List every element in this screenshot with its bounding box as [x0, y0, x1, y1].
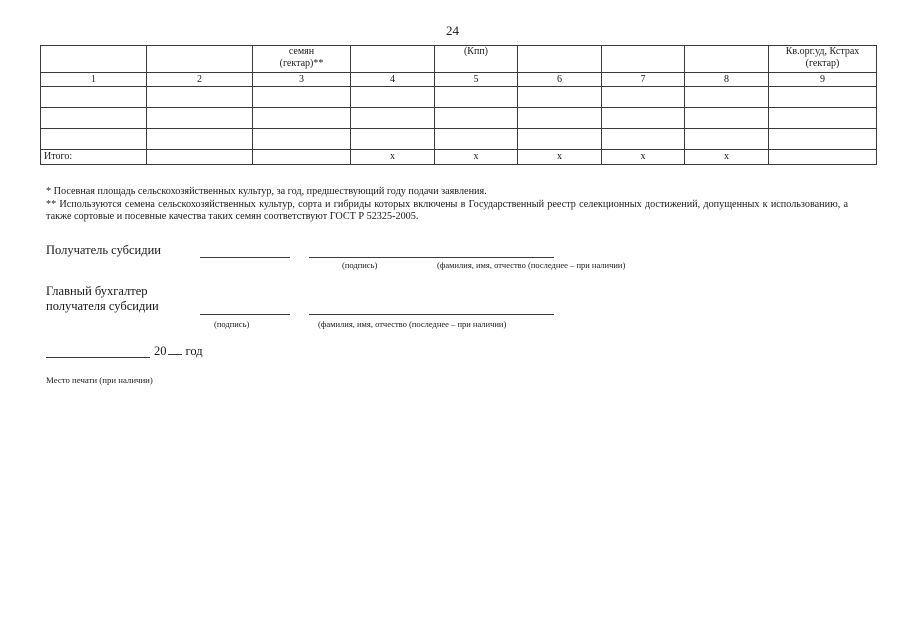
header-cell: семян (гектар)**: [253, 46, 351, 73]
total-cell: [253, 150, 351, 165]
table-cell: [253, 87, 351, 108]
table-cell: [351, 129, 435, 150]
table-cell: [435, 129, 518, 150]
recipient-label: Получатель субсидии: [46, 243, 161, 257]
accountant-name-caption: (фамилия, имя, отчество (последнее – при наличии): [318, 319, 507, 329]
table-cell: [41, 129, 147, 150]
table-cell: [41, 87, 147, 108]
table-cell: [685, 129, 769, 150]
column-number: 7: [602, 73, 685, 87]
table-cell: [685, 87, 769, 108]
table-row: [41, 108, 877, 129]
date-year: [154, 344, 203, 359]
table-cell: [147, 87, 253, 108]
total-cell: [769, 150, 877, 165]
column-number: 3: [253, 73, 351, 87]
recipient-name-line[interactable]: [309, 257, 554, 258]
accountant-signature-line[interactable]: [200, 314, 290, 315]
year-blank-line[interactable]: [168, 354, 182, 355]
page-number: 24: [446, 23, 459, 38]
table-cell: [351, 108, 435, 129]
column-number-row: [41, 73, 877, 87]
column-number: 8: [685, 73, 769, 87]
total-cell: x: [602, 150, 685, 165]
header-cell: [518, 46, 602, 73]
table-cell: [769, 129, 877, 150]
header-cell: [351, 46, 435, 73]
table-cell: [351, 87, 435, 108]
recipient-signature-line[interactable]: [200, 257, 290, 258]
table-cell: [602, 129, 685, 150]
header-cell: [147, 46, 253, 73]
column-number: 2: [147, 73, 253, 87]
table-cell: [253, 129, 351, 150]
table-cell: [518, 87, 602, 108]
accountant-label: Главный бухгалтер получателя субсидии: [46, 284, 159, 313]
column-number: 1: [41, 73, 147, 87]
total-cell: [147, 150, 253, 165]
table-cell: [435, 108, 518, 129]
table-cell: [253, 108, 351, 129]
table-row: [41, 87, 877, 108]
subsidy-table: [40, 45, 877, 165]
accountant-name-line[interactable]: [309, 314, 554, 315]
footnote-1: * Посевная площадь сельскохозяйственных культур, за год, предшествующий году подачи заявления.: [46, 186, 487, 197]
table-cell: [147, 129, 253, 150]
recipient-signature-caption: (подпись): [342, 260, 378, 270]
table-cell: [518, 108, 602, 129]
header-cell: [685, 46, 769, 73]
header-cell: [41, 46, 147, 73]
table-cell: [769, 87, 877, 108]
total-cell: x: [435, 150, 518, 165]
total-label: Итого:: [41, 150, 147, 165]
column-number: 4: [351, 73, 435, 87]
column-number: 6: [518, 73, 602, 87]
header-cell: (Кпп): [435, 46, 518, 73]
table-header-row: [41, 46, 877, 73]
recipient-name-caption: (фамилия, имя, отчество (последнее – при наличии): [437, 260, 626, 270]
year-prefix: 20: [154, 344, 167, 358]
stamp-label: Место печати (при наличии): [46, 375, 153, 385]
total-cell: x: [351, 150, 435, 165]
table-cell: [147, 108, 253, 129]
footnote-2: ** Используются семена сельскохозяйственных культур, сорта и гибриды которых включены в Государственный реестр селекционных достижений, допущенных к использованию, а также сортовые и посевные качества таких семян соответствуют ГОСТ Р 52325-2005.: [46, 198, 848, 222]
table-row: [41, 129, 877, 150]
table-cell: [602, 108, 685, 129]
table-cell: [685, 108, 769, 129]
table-cell: [602, 87, 685, 108]
footnotes: [46, 186, 848, 224]
column-number: 5: [435, 73, 518, 87]
accountant-signature-caption: (подпись): [214, 319, 250, 329]
date-day-month-line[interactable]: [46, 357, 150, 358]
header-cell: [602, 46, 685, 73]
table-cell: [518, 129, 602, 150]
total-cell: x: [518, 150, 602, 165]
year-suffix: год: [185, 344, 203, 358]
table-cell: [435, 87, 518, 108]
total-cell: x: [685, 150, 769, 165]
table-cell: [41, 108, 147, 129]
table-cell: [769, 108, 877, 129]
column-number: 9: [769, 73, 877, 87]
total-row: [41, 150, 877, 165]
header-cell: Кв.орг.уд, Кстрах (гектар): [769, 46, 877, 73]
